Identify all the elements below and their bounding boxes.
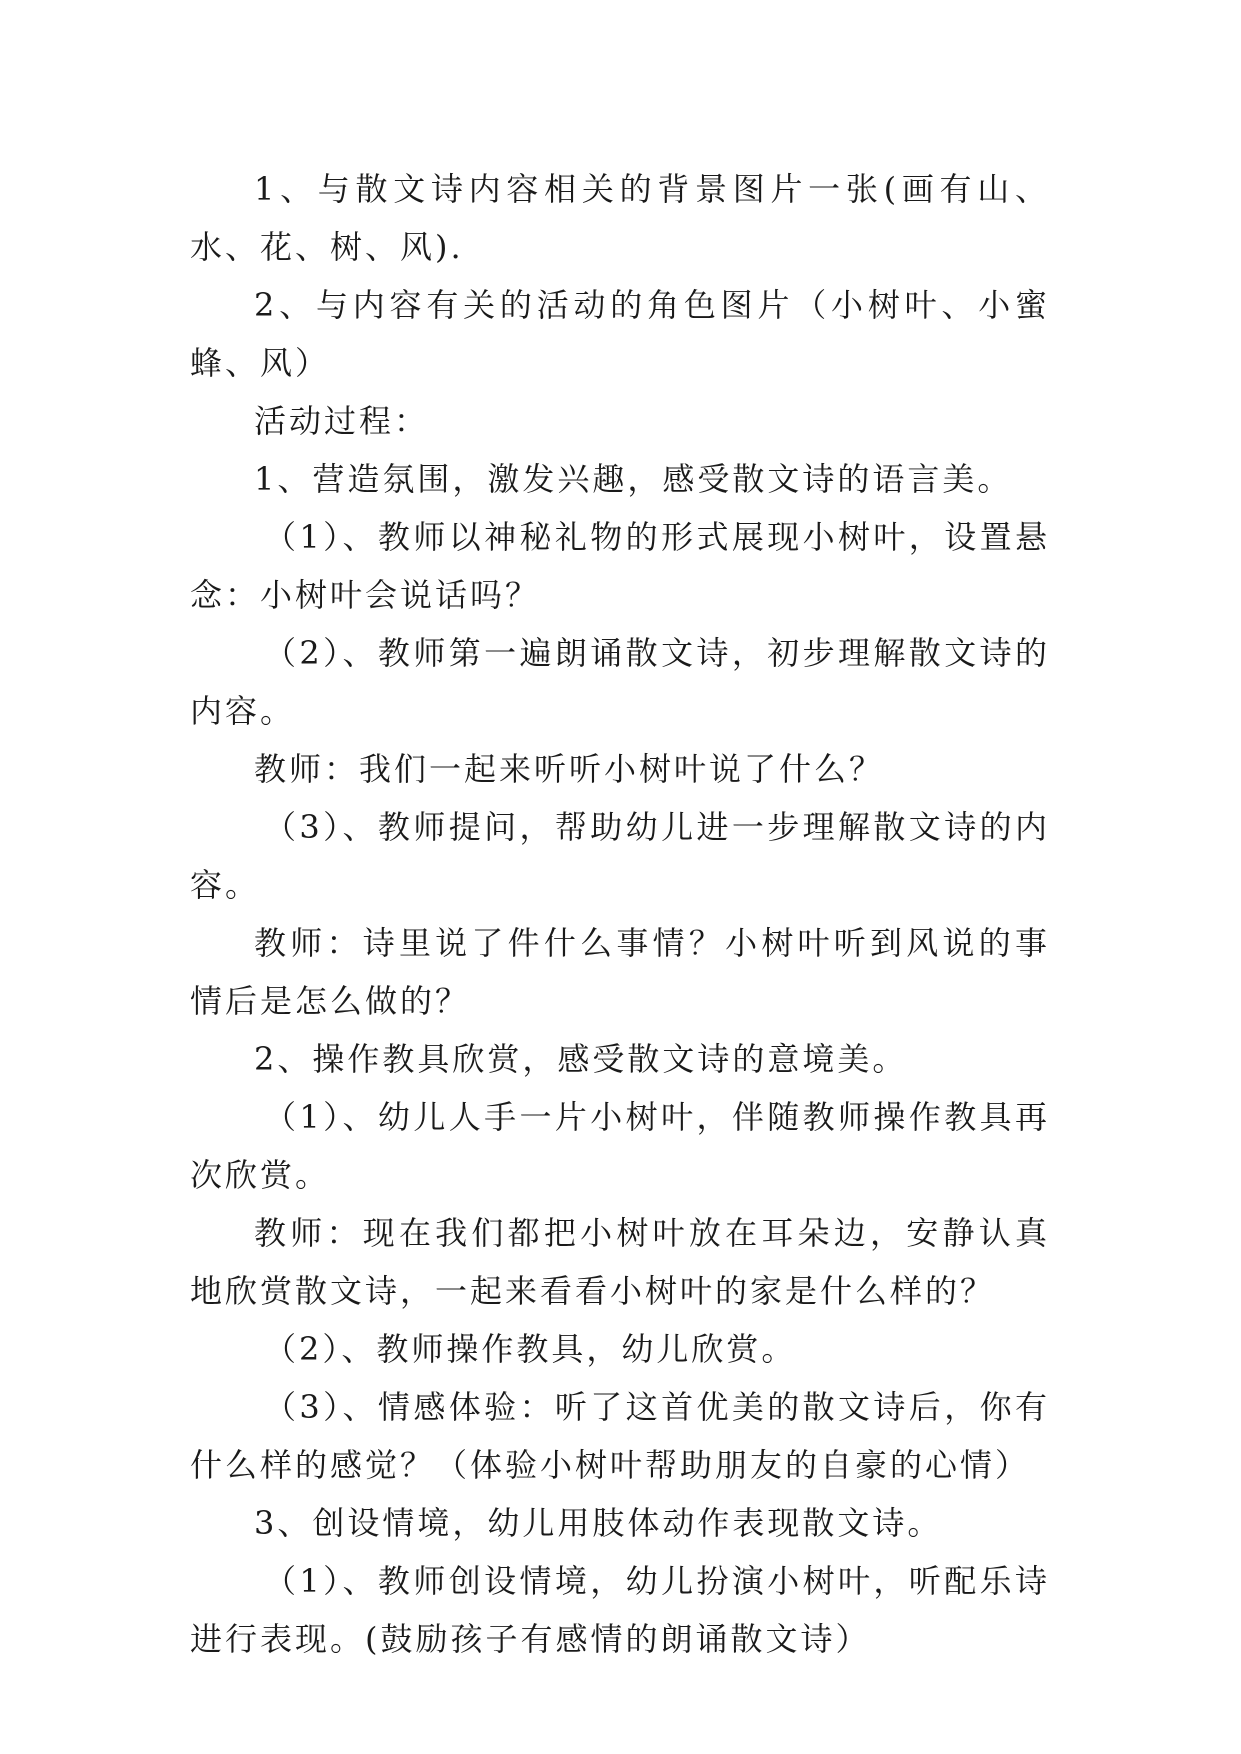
paragraph-step-1-1: （1）、教师以神秘礼物的形式展现小树叶，设置悬念：小树叶会说话吗？ <box>190 518 1050 614</box>
paragraph-step-3: 3、创设情境，幼儿用肢体动作表现散文诗。 <box>254 1504 943 1542</box>
paragraph-step-2-1: （1）、幼儿人手一片小树叶，伴随教师操作教具再次欣赏。 <box>190 1098 1050 1194</box>
paragraph-step-2-3: （3）、情感体验：听了这首优美的散文诗后，你有什么样的感觉？（体验小树叶帮助朋友的自豪的心情） <box>190 1388 1050 1484</box>
document-body <box>190 160 1050 1668</box>
paragraph-step-1-2: （2）、教师第一遍朗诵散文诗，初步理解散文诗的内容。 <box>190 634 1050 730</box>
paragraph-teacher-2: 教师：诗里说了件什么事情？小树叶听到风说的事情后是怎么做的？ <box>190 924 1050 1020</box>
paragraph-materials-2: 2、与内容有关的活动的角色图片（小树叶、小蜜蜂、风） <box>190 286 1050 382</box>
section-heading-activity-process: 活动过程： <box>254 402 430 440</box>
paragraph-step-3-1: （1）、教师创设情境，幼儿扮演小树叶，听配乐诗进行表现。(鼓励孩子有感情的朗诵散文诗） <box>190 1562 1050 1658</box>
paragraph-materials-1: 1、与散文诗内容相关的背景图片一张(画有山、水、花、树、风). <box>190 170 1050 266</box>
paragraph-step-2-2: （2）、教师操作教具，幼儿欣赏。 <box>264 1330 797 1368</box>
paragraph-teacher-1: 教师：我们一起来听听小树叶说了什么？ <box>254 750 885 788</box>
paragraph-step-2: 2、操作教具欣赏，感受散文诗的意境美。 <box>254 1040 908 1078</box>
paragraph-step-1-3: （3）、教师提问，帮助幼儿进一步理解散文诗的内容。 <box>190 808 1050 904</box>
paragraph-teacher-3: 教师：现在我们都把小树叶放在耳朵边，安静认真地欣赏散文诗，一起来看看小树叶的家是什么样的？ <box>190 1214 1050 1310</box>
paragraph-step-1: 1、营造氛围，激发兴趣，感受散文诗的语言美。 <box>254 460 1013 498</box>
